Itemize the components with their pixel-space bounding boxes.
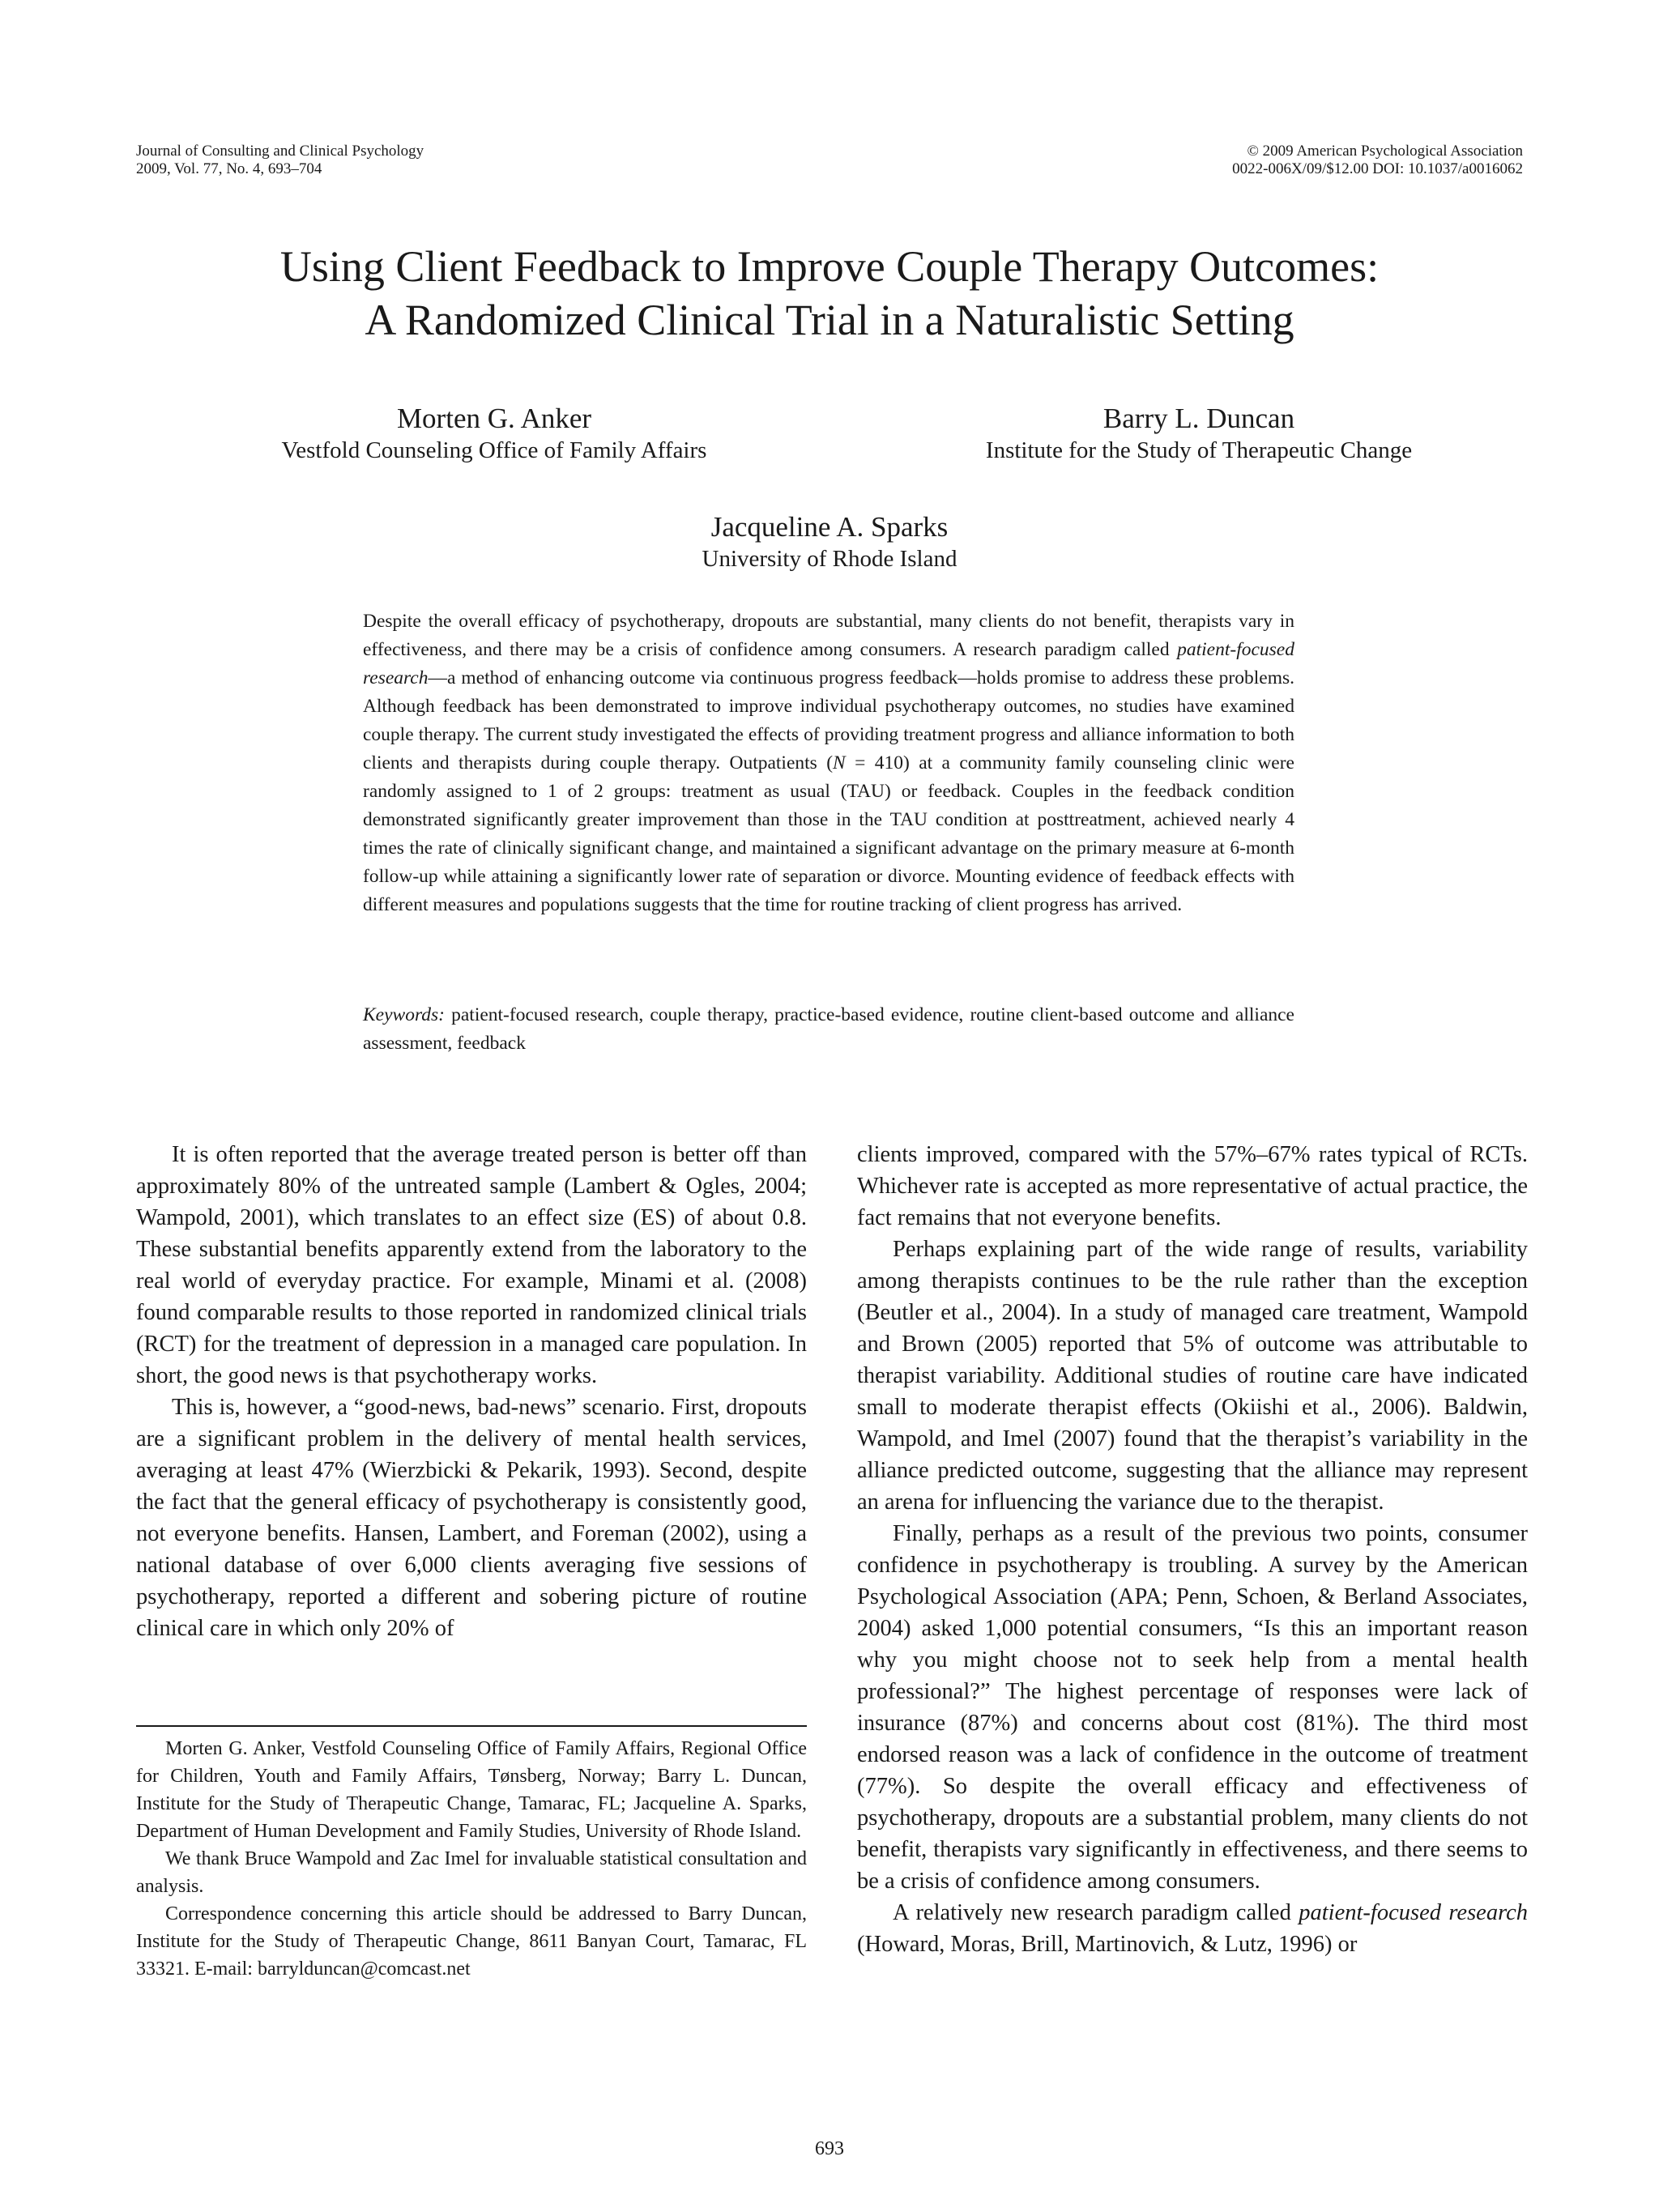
article-title	[122, 240, 1537, 347]
keywords-text: patient-focused research, couple therapy, practice-based evidence, routine client-based outcome and alliance assessment, feedback	[363, 1004, 1294, 1054]
abstract-text: = 410) at a community family counseling clinic were randomly assigned to 1 of 2 groups: treatment as usual (TAU) or feedback. Couples in the feedback condition demonstrated significantly greater improvement than those in the TAU condition at posttreatment, achieved nearly 4 times the rate of clinically significant change, and maintained a significant advantage on the primary measure at 6-month follow-up while attaining a significantly lower rate of separation or divorce. Mounting evidence of feedback effects with different measures and populations suggests that the time for routine tracking of client progress has arrived.	[363, 752, 1294, 915]
body-paragraph: clients improved, compared with the 57%–67% rates typical of RCTs. Whichever rate is accepted as more representative of actual practice, the fact remains that not everyone benefits.	[857, 1142, 1528, 1230]
body-column-left	[136, 1139, 807, 1644]
abstract-term: patient-focused research	[363, 639, 1294, 688]
title-line-2: A Randomized Clinical Trial in a Naturalistic Setting	[365, 296, 1294, 344]
body-paragraph: This is, however, a “good-news, bad-news” scenario. First, dropouts are a significant problem in the delivery of mental health services, averaging at least 47% (Wierzbicki & Pekarik, 1993). Second, despite the fact that the general efficacy of psychotherapy is consistently good, not everyone benefits. Hansen, Lambert, and Foreman (2002), using a national database of over 6,000 clients averaging five sessions of psychotherapy, reported a different and sobering picture of routine clinical care in which only 20% of	[136, 1395, 807, 1641]
doi-line: 0022-006X/09/$12.00 DOI: 10.1037/a0016062	[1232, 160, 1523, 177]
footnote-paragraph: We thank Bruce Wampold and Zac Imel for invaluable statistical consultation and analysis.	[136, 1848, 807, 1897]
copyright-line: © 2009 American Psychological Association	[1247, 143, 1523, 160]
author-block	[907, 402, 1491, 465]
running-header-left	[136, 143, 424, 178]
body-paragraph: Finally, perhaps as a result of the previous two points, consumer confidence in psychotherapy is troubling. A survey by the American Psychological Association (APA; Penn, Schoen, & Berland Associates, 2004) asked 1,000 potential consumers, “Is this an important reason why you might choose not to seek help from a mental health professional?” The highest percentage of responses were lack of insurance (87%) and concerns about cost (81%). The third most endorsed reason was a lack of confidence in the outcome of treatment (77%). So despite the overall efficacy and effectiveness of psychotherapy, dropouts are a substantial problem, many clients do not benefit, therapists vary significantly in effectiveness, and there seems to be a crisis of confidence among consumers.	[857, 1521, 1528, 1894]
title-line-1: Using Client Feedback to Improve Couple Therapy Outcomes:	[279, 242, 1380, 291]
body-term: patient-focused research	[1299, 1900, 1529, 1925]
author-name: Jacqueline A. Sparks	[710, 511, 949, 543]
author-affiliation: University of Rhode Island	[702, 546, 957, 572]
author-block	[505, 510, 1154, 573]
body-paragraph	[857, 1897, 1528, 1960]
running-header-right	[1232, 143, 1523, 178]
abstract-text: —a method of enhancing outcome via continuous progress feedback—holds promise to address these problems. Although feedback has been demonstrated to improve individual psychotherapy outcomes, no studies have examined couple therapy. The current study investigated the effects of providing treatment progress and alliance information to both clients and therapists during couple therapy. Outpatients (	[363, 667, 1294, 774]
footnote-paragraph: Morten G. Anker, Vestfold Counseling Office of Family Affairs, Regional Office for Children, Youth and Family Affairs, Tønsberg, Norway; Barry L. Duncan, Institute for the Study of Therapeutic Change, Tamarac, FL; Jacqueline A. Sparks, Department of Human Development and Family Studies, University of Rhode Island.	[136, 1738, 807, 1842]
body-text: A relatively new research paradigm called	[893, 1900, 1299, 1925]
author-affiliation: Vestfold Counseling Office of Family Affairs	[281, 437, 707, 463]
journal-name: Journal of Consulting and Clinical Psychology	[136, 143, 424, 160]
author-name: Morten G. Anker	[396, 403, 592, 434]
author-block	[186, 402, 802, 465]
abstract-n-symbol: N	[833, 752, 846, 774]
author-note	[136, 1735, 807, 1983]
body-text: (Howard, Moras, Brill, Martinovich, & Lutz, 1996) or	[857, 1932, 1358, 1957]
footnote-divider	[136, 1725, 807, 1727]
page-number: 693	[815, 2138, 844, 2159]
keywords	[363, 1001, 1294, 1058]
author-affiliation: Institute for the Study of Therapeutic Change	[985, 437, 1413, 463]
author-name: Barry L. Duncan	[1102, 403, 1295, 434]
body-paragraph: Perhaps explaining part of the wide range of results, variability among therapists continues to be the rule rather than the exception (Beutler et al., 2004). In a study of managed care treatment, Wampold and Brown (2005) reported that 5% of outcome was attributable to therapist variability. Additional studies of routine care have indicated small to moderate therapist effects (Okiishi et al., 2006). Baldwin, Wampold, and Imel (2007) found that the therapist’s variability in the alliance predicted outcome, suggesting that the alliance may represent an arena for influencing the variance due to the therapist.	[857, 1237, 1528, 1515]
footnote-paragraph: Correspondence concerning this article should be addressed to Barry Duncan, Institute for the Study of Therapeutic Change, 8611 Banyan Court, Tamarac, FL 33321. E-mail: barrylduncan@comcast.net	[136, 1903, 807, 1980]
body-column-right	[857, 1139, 1528, 1960]
keywords-label: Keywords:	[363, 1004, 445, 1025]
abstract-text: Despite the overall efficacy of psychotherapy, dropouts are substantial, many clients do not benefit, therapists vary in effectiveness, and there may be a crisis of confidence among consumers. A research paradigm called	[363, 611, 1294, 660]
body-paragraph: It is often reported that the average treated person is better off than approximately 80% of the untreated sample (Lambert & Ogles, 2004; Wampold, 2001), which translates to an effect size (ES) of about 0.8. These substantial benefits apparently extend from the laboratory to the real world of everyday practice. For example, Minami et al. (2008) found comparable results to those reported in randomized clinical trials (RCT) for the treatment of depression in a managed care population. In short, the good news is that psychotherapy works.	[136, 1142, 807, 1388]
abstract	[363, 607, 1294, 919]
journal-volume: 2009, Vol. 77, No. 4, 693–704	[136, 160, 322, 177]
